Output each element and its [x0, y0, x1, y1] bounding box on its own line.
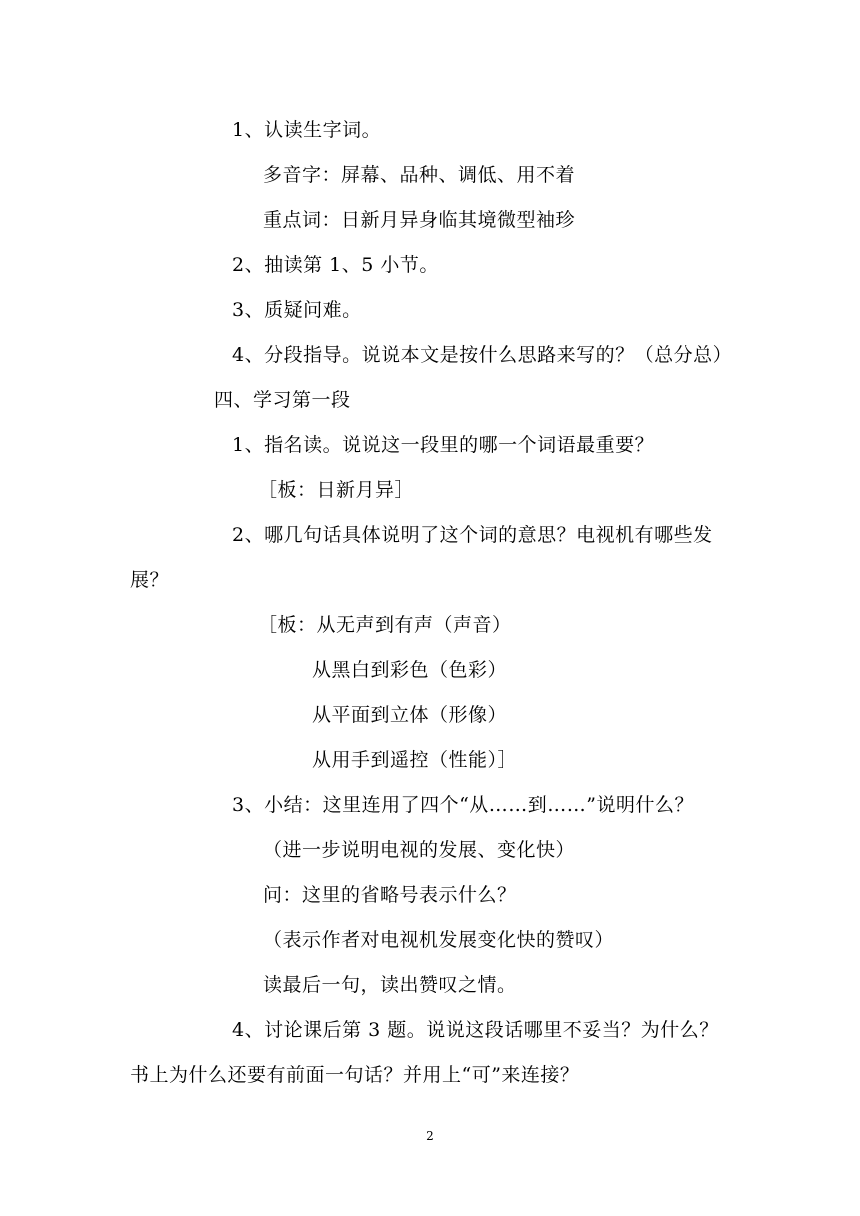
text-line: 3、质疑问难。 [232, 299, 362, 321]
section-heading: 四、学习第一段 [214, 389, 351, 411]
text-line: 2、抽读第 1、5 小节。 [232, 254, 439, 276]
text-line: 书上为什么还要有前面一句话？并用上“可”来连接？ [130, 1064, 580, 1086]
text-line: 从用手到遥控（性能）］ [312, 749, 518, 771]
text-line: 展？ [130, 569, 170, 591]
text-line: ［板：从无声到有声（声音） [258, 614, 512, 636]
text-line: 问：这里的省略号表示什么？ [263, 884, 517, 906]
text-line: 从黑白到彩色（色彩） [312, 659, 508, 681]
text-line: ［板：日新月异］ [258, 479, 415, 501]
text-line: 从平面到立体（形像） [312, 704, 508, 726]
text-line: （进一步说明电视的发展、变化快） [263, 839, 576, 861]
page-number: 2 [426, 1129, 434, 1143]
text-line: 2、哪几句话具体说明了这个词的意思？电视机有哪些发 [232, 524, 713, 546]
text-line: 4、讨论课后第 3 题。说说这段话哪里不妥当？为什么？ [232, 1019, 719, 1041]
text-line: 多音字：屏幕、品种、调低、用不着 [263, 164, 576, 186]
text-line: 1、指名读。说说这一段里的哪一个词语最重要？ [232, 434, 655, 456]
text-line: 4、分段指导。说说本文是按什么思路来写的？（总分总） [232, 344, 733, 366]
text-line: 3、小结：这里连用了四个“从……到……”说明什么？ [232, 794, 695, 816]
text-line: 重点词：日新月异身临其境微型袖珍 [263, 209, 576, 231]
text-line: （表示作者对电视机发展变化快的赞叹） [263, 929, 615, 951]
text-line: 1、认读生字词。 [232, 119, 382, 141]
text-line: 读最后一句，读出赞叹之情。 [263, 974, 517, 996]
